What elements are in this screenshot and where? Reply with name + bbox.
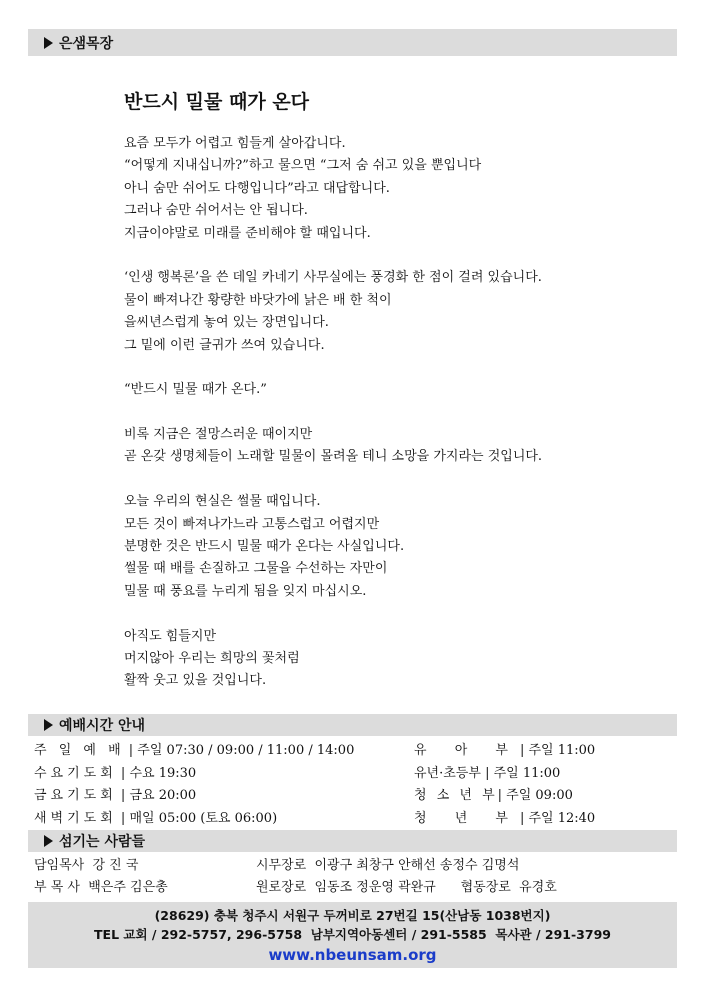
article-line: ‘인생 행복론’을 쓴 데일 카네기 사무실에는 풍경화 한 점이 걸려 있습니다. [124, 270, 542, 286]
service-name: 새벽기도회 [34, 810, 117, 826]
article-line: 비록 지금은 절망스러운 때이지만 [124, 427, 313, 443]
department-time: 주일 09:00 [506, 788, 573, 803]
section-header-worship [28, 714, 677, 736]
triangle-right-icon [44, 37, 53, 49]
article-line: 을씨년스럽게 놓여 있는 장면입니다. [124, 315, 329, 331]
footer [28, 902, 677, 968]
service-name: 금요기도회 [34, 788, 117, 803]
article-line: “어떻게 지내십니까?”하고 물으면 “그저 숨 쉬고 있을 뿐입니다 [124, 158, 482, 174]
article-body [124, 133, 664, 693]
staff-right: 시무장로 이광구 최창구 안해선 송정수 김명석 [256, 858, 520, 873]
triangle-right-icon [44, 719, 53, 731]
section-header-label: 섬기는 사람들 [59, 834, 146, 850]
article-line: 지금이야말로 미래를 준비해야 할 때입니다. [124, 225, 371, 241]
department-time: 주일 11:00 [528, 743, 596, 758]
worship-schedule [34, 740, 674, 830]
article-line: 썰물 때 배를 손질하고 그물을 수선하는 자만이 [124, 561, 388, 577]
worship-row: 수요기도회 | 수요 19:30 유년·초등부 | 주일 11:00 [34, 765, 561, 781]
service-name: 주 일 예 배 [34, 743, 125, 758]
paragraph-gap [124, 357, 664, 379]
article-line: 활짝 웃고 있을 것입니다. [124, 673, 267, 689]
triangle-right-icon [44, 835, 53, 847]
paragraph-gap [124, 402, 664, 424]
article-line: 곧 온갖 생명체들이 노래할 밀물이 몰려올 테니 소망을 가지라는 것입니다. [124, 449, 543, 465]
service-time: 매일 05:00 (토요 06:00) [129, 810, 278, 826]
article-line: 머지않아 우리는 희망의 꽃처럼 [124, 650, 300, 666]
article-line: 오늘 우리의 현실은 썰물 때입니다. [124, 494, 321, 510]
paragraph-gap [124, 469, 664, 491]
service-time: 금요 20:00 [129, 788, 197, 803]
church-phones: TEL 교회 / 292-5757, 296-5758 남부지역아동센터 / 291-5585 목사관 / 291-3799 [94, 927, 611, 942]
staff-list [34, 855, 674, 899]
staff-left: 담임목사 강 진 국 [34, 858, 139, 873]
worship-row: 금요기도회 | 금요 20:00 청 소 년 부| 주일 09:00 [34, 788, 573, 803]
staff-row [34, 877, 674, 899]
department-name: 청 소 년 부 [414, 788, 498, 803]
article-line: 물이 빠져나간 황량한 바닷가에 낡은 배 한 척이 [124, 292, 392, 308]
paragraph-gap [124, 245, 664, 267]
article-line: “반드시 밀물 때가 온다.” [124, 382, 267, 398]
article-line: 그러나 숨만 쉬어서는 안 됩니다. [124, 203, 308, 219]
section-header-label: 예배시간 안내 [59, 718, 146, 734]
worship-row: 주 일 예 배 | 주일 07:30 / 09:00 / 11:00 / 14:00 유 아 부| 주일 11:00 [34, 743, 596, 758]
department-name: 유 아 부 [414, 743, 520, 758]
department-time: 주일 11:00 [493, 765, 561, 781]
section-header-label: 은샘목장 [59, 35, 114, 52]
service-name: 수요기도회 [34, 765, 117, 781]
article-line: 아니 숨만 쉬어도 다행입니다”라고 대답합니다. [124, 180, 390, 196]
department-name: 유년·초등부 [414, 765, 481, 781]
service-time: 주일 07:30 / 09:00 / 11:00 / 14:00 [137, 743, 355, 758]
article-line: 아직도 힘들지만 [124, 628, 217, 644]
section-header-eunsaem [28, 29, 677, 56]
article-line: 모든 것이 빠져나가느라 고통스럽고 어렵지만 [124, 516, 380, 532]
department-time: 주일 12:40 [528, 810, 596, 826]
section-header-staff [28, 830, 677, 852]
staff-left: 부 목 사 백은주 김은총 [34, 880, 168, 895]
article-title: 반드시 밀물 때가 온다 [124, 91, 310, 113]
church-website-link[interactable]: www.nbeunsam.org [268, 946, 437, 964]
article-line: 분명한 것은 반드시 밀물 때가 온다는 사실입니다. [124, 539, 405, 555]
service-time: 수요 19:30 [129, 765, 197, 781]
article-line: 요즘 모두가 어렵고 힘들게 살아갑니다. [124, 136, 346, 151]
article-line: 밀물 때 풍요를 누리게 됨을 잊지 마십시오. [124, 583, 367, 599]
paragraph-gap [124, 603, 664, 625]
department-name: 청 년 부 [414, 810, 520, 826]
staff-row [34, 855, 674, 877]
worship-row: 새벽기도회 | 매일 05:00 (토요 06:00) 청 년 부| 주일 12:40 [34, 810, 596, 826]
article-line: 그 밑에 이런 글귀가 쓰여 있습니다. [124, 337, 325, 353]
staff-right: 원로장로 임동조 정운영 곽완규 협동장로 유경호 [256, 880, 557, 895]
church-address: (28629) 충북 청주시 서원구 두꺼비로 27번길 15(산남동 1038번지) [154, 908, 551, 923]
